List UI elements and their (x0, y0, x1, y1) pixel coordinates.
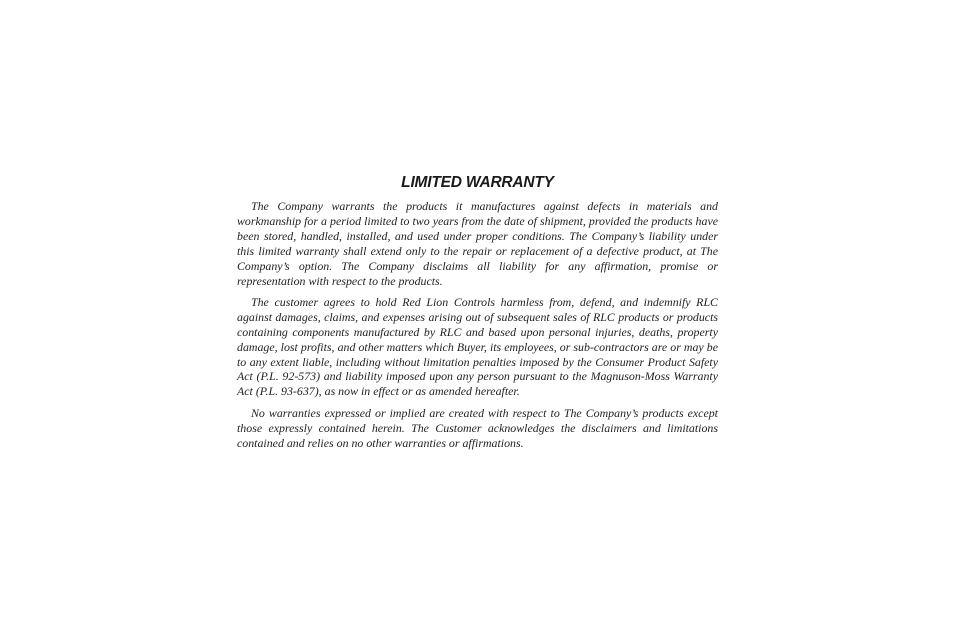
page-title: LIMITED WARRANTY (401, 174, 554, 191)
paragraph-disclaimer: No warranties expressed or implied are created with respect to The Company’s products except those expressly contained herein. The Customer acknowledges the disclaimers and limitations contained and relies on no other warranties or affirmations. (237, 405, 718, 450)
warranty-section (237, 172, 718, 457)
paragraph-indemnification: The customer agrees to hold Red Lion Controls harmless from, defend, and indemnify RLC against damages, claims, and expenses arising out of subsequent sales of RLC products or products containing components manufactured by RLC and based upon personal injuries, deaths, property damage, lost profits, and other matters which Buyer, its employees, or sub-contractors are or may be to any extent liable, including without limitation penalties imposed by the Consumer Product Safety Act (P.L. 92-573) and liability imposed upon any person pursuant to the Magnuson-Moss Warranty Act (P.L. 93-637), as now in effect or as amended hereafter. (237, 294, 718, 399)
paragraph-warranty-terms: The Company warrants the products it manufactures against defects in materials and workmanship for a period limited to two years from the date of shipment, provided the products have been stored, handled, installed, and used under proper conditions. The Company’s liability under this limited warranty shall extend only to the repair or replacement of a defective product, at The Company’s option. The Company disclaims all liability for any affirmation, promise or representation with respect to the products. (237, 199, 718, 288)
